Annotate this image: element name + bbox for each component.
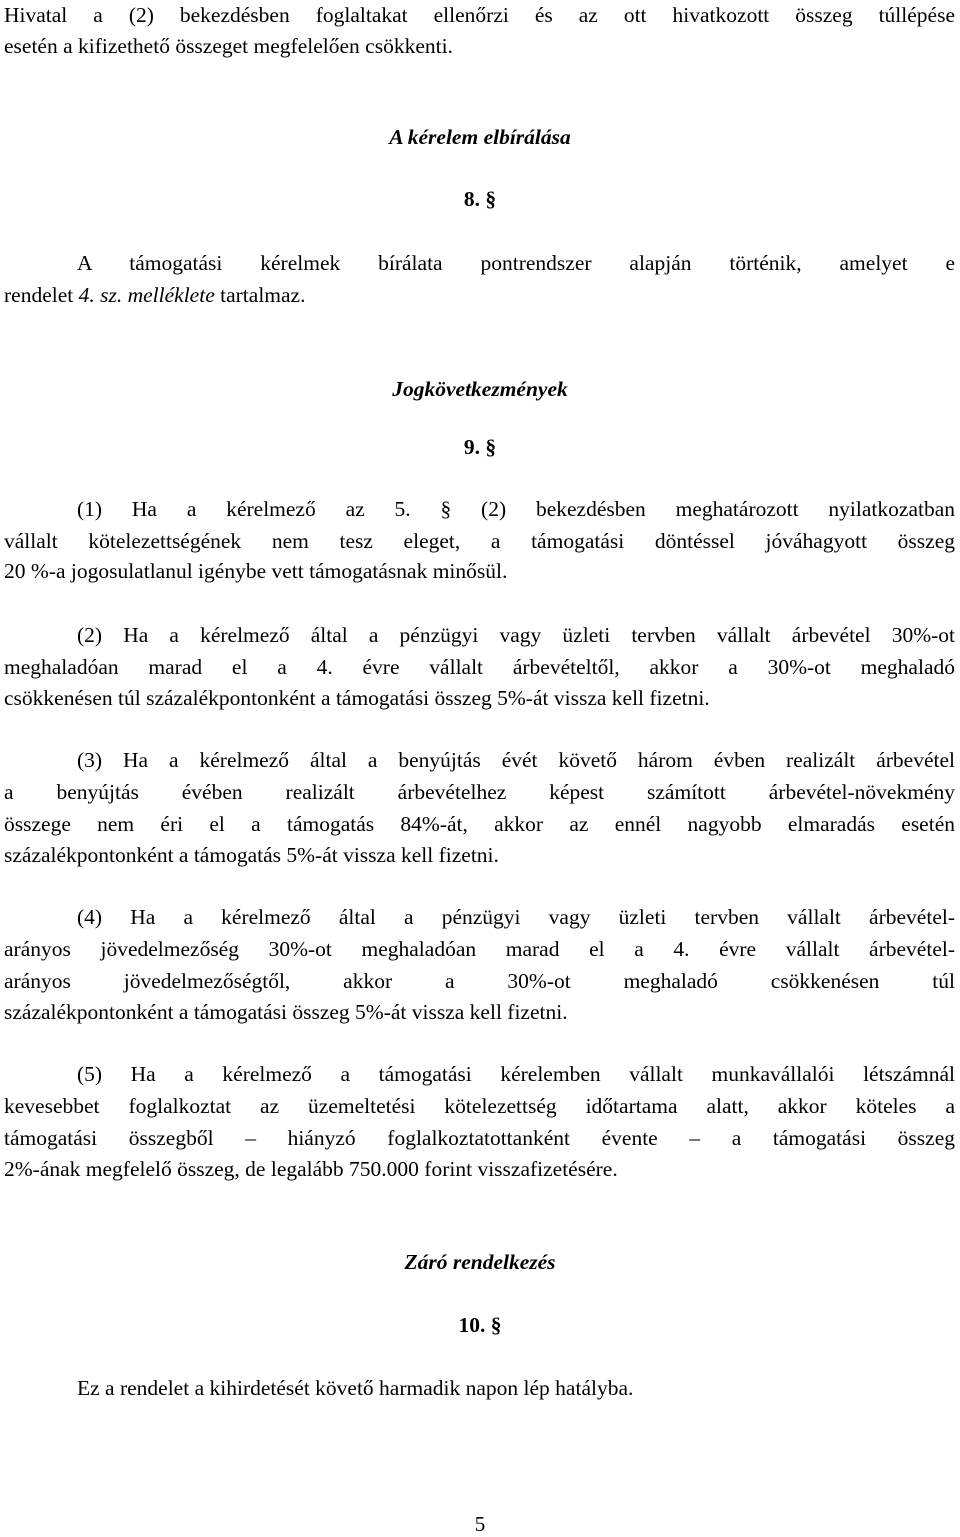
section-heading: Jogkövetkezmények [392,377,568,401]
text-line: (2) Ha a kérelmező által a pénzügyi vagy üzleti tervben vállalt árbevétel 30%-ot [77,623,955,647]
page-number: 5 [474,1512,486,1536]
text-line: A támogatási kérelmek bírálata pontrendszer alapján történik, amelyet e [77,251,955,275]
text-line: összege nem éri el a támogatás 84%-át, akkor az ennél nagyobb elmaradás esetén [4,812,955,836]
text-line: támogatási összegből – hiányzó foglalkoztatottanként évente – a támogatási összeg [4,1126,955,1150]
section-number: 9. § [463,435,497,459]
text-span: rendelet [4,283,79,307]
text-line: százalékpontonként a támogatási összeg 5%-át vissza kell fizetni. [4,1000,568,1024]
text-line: a benyújtás évében realizált árbevételhez képest számított árbevétel-növekmény [4,780,955,804]
text-line: csökkenésen túl százalékpontonként a támogatási összeg 5%-át vissza kell fizetni. [4,686,710,710]
text-line [4,280,955,310]
text-line: 2%-ának megfelelő összeg, de legalább 750.000 forint visszafizetésére. [4,1157,618,1181]
text-line: arányos jövedelmezőség 30%-ot meghaladóan marad el a 4. évre vállalt árbevétel- [4,937,955,961]
section-number: 10. § [458,1313,502,1337]
text-line: vállalt kötelezettségének nem tesz eleget, a támogatási döntéssel jóváhagyott összeg [4,529,955,553]
text-span: tartalmaz. [214,283,306,307]
section-heading: A kérelem elbírálása [389,125,571,149]
text-line: esetén a kifizethető összeget megfelelően csökkenti. [4,34,453,58]
section-number: 8. § [463,187,497,211]
text-line: Hivatal a (2) bekezdésben foglaltakat ellenőrzi és az ott hivatkozott összeg túllépése [4,3,955,27]
annex-reference: 4. sz. melléklete [78,283,215,307]
text-line: (3) Ha a kérelmező által a benyújtás évét követő három évben realizált árbevétel [77,748,955,772]
text-line: 20 %-a jogosulatlanul igénybe vett támogatásnak minősül. [4,559,508,583]
section-heading: Záró rendelkezés [404,1250,556,1274]
text-line: százalékpontonként a támogatás 5%-át vissza kell fizetni. [4,843,499,867]
text-line: (4) Ha a kérelmező által a pénzügyi vagy üzleti tervben vállalt árbevétel- [77,905,955,929]
text-line: meghaladóan marad el a 4. évre vállalt árbevételtől, akkor a 30%-ot meghaladó [4,655,955,679]
text-line: (5) Ha a kérelmező a támogatási kérelemben vállalt munkavállalói létszámnál [77,1062,955,1086]
text-line: kevesebbet foglalkoztat az üzemeltetési kötelezettség időtartama alatt, akkor köteles a [4,1094,955,1118]
text-line: (1) Ha a kérelmező az 5. § (2) bekezdésben meghatározott nyilatkozatban [77,497,955,521]
text-line: Ez a rendelet a kihirdetését követő harmadik napon lép hatályba. [77,1376,634,1400]
text-line: arányos jövedelmezőségtől, akkor a 30%-ot meghaladó csökkenésen túl [4,969,955,993]
